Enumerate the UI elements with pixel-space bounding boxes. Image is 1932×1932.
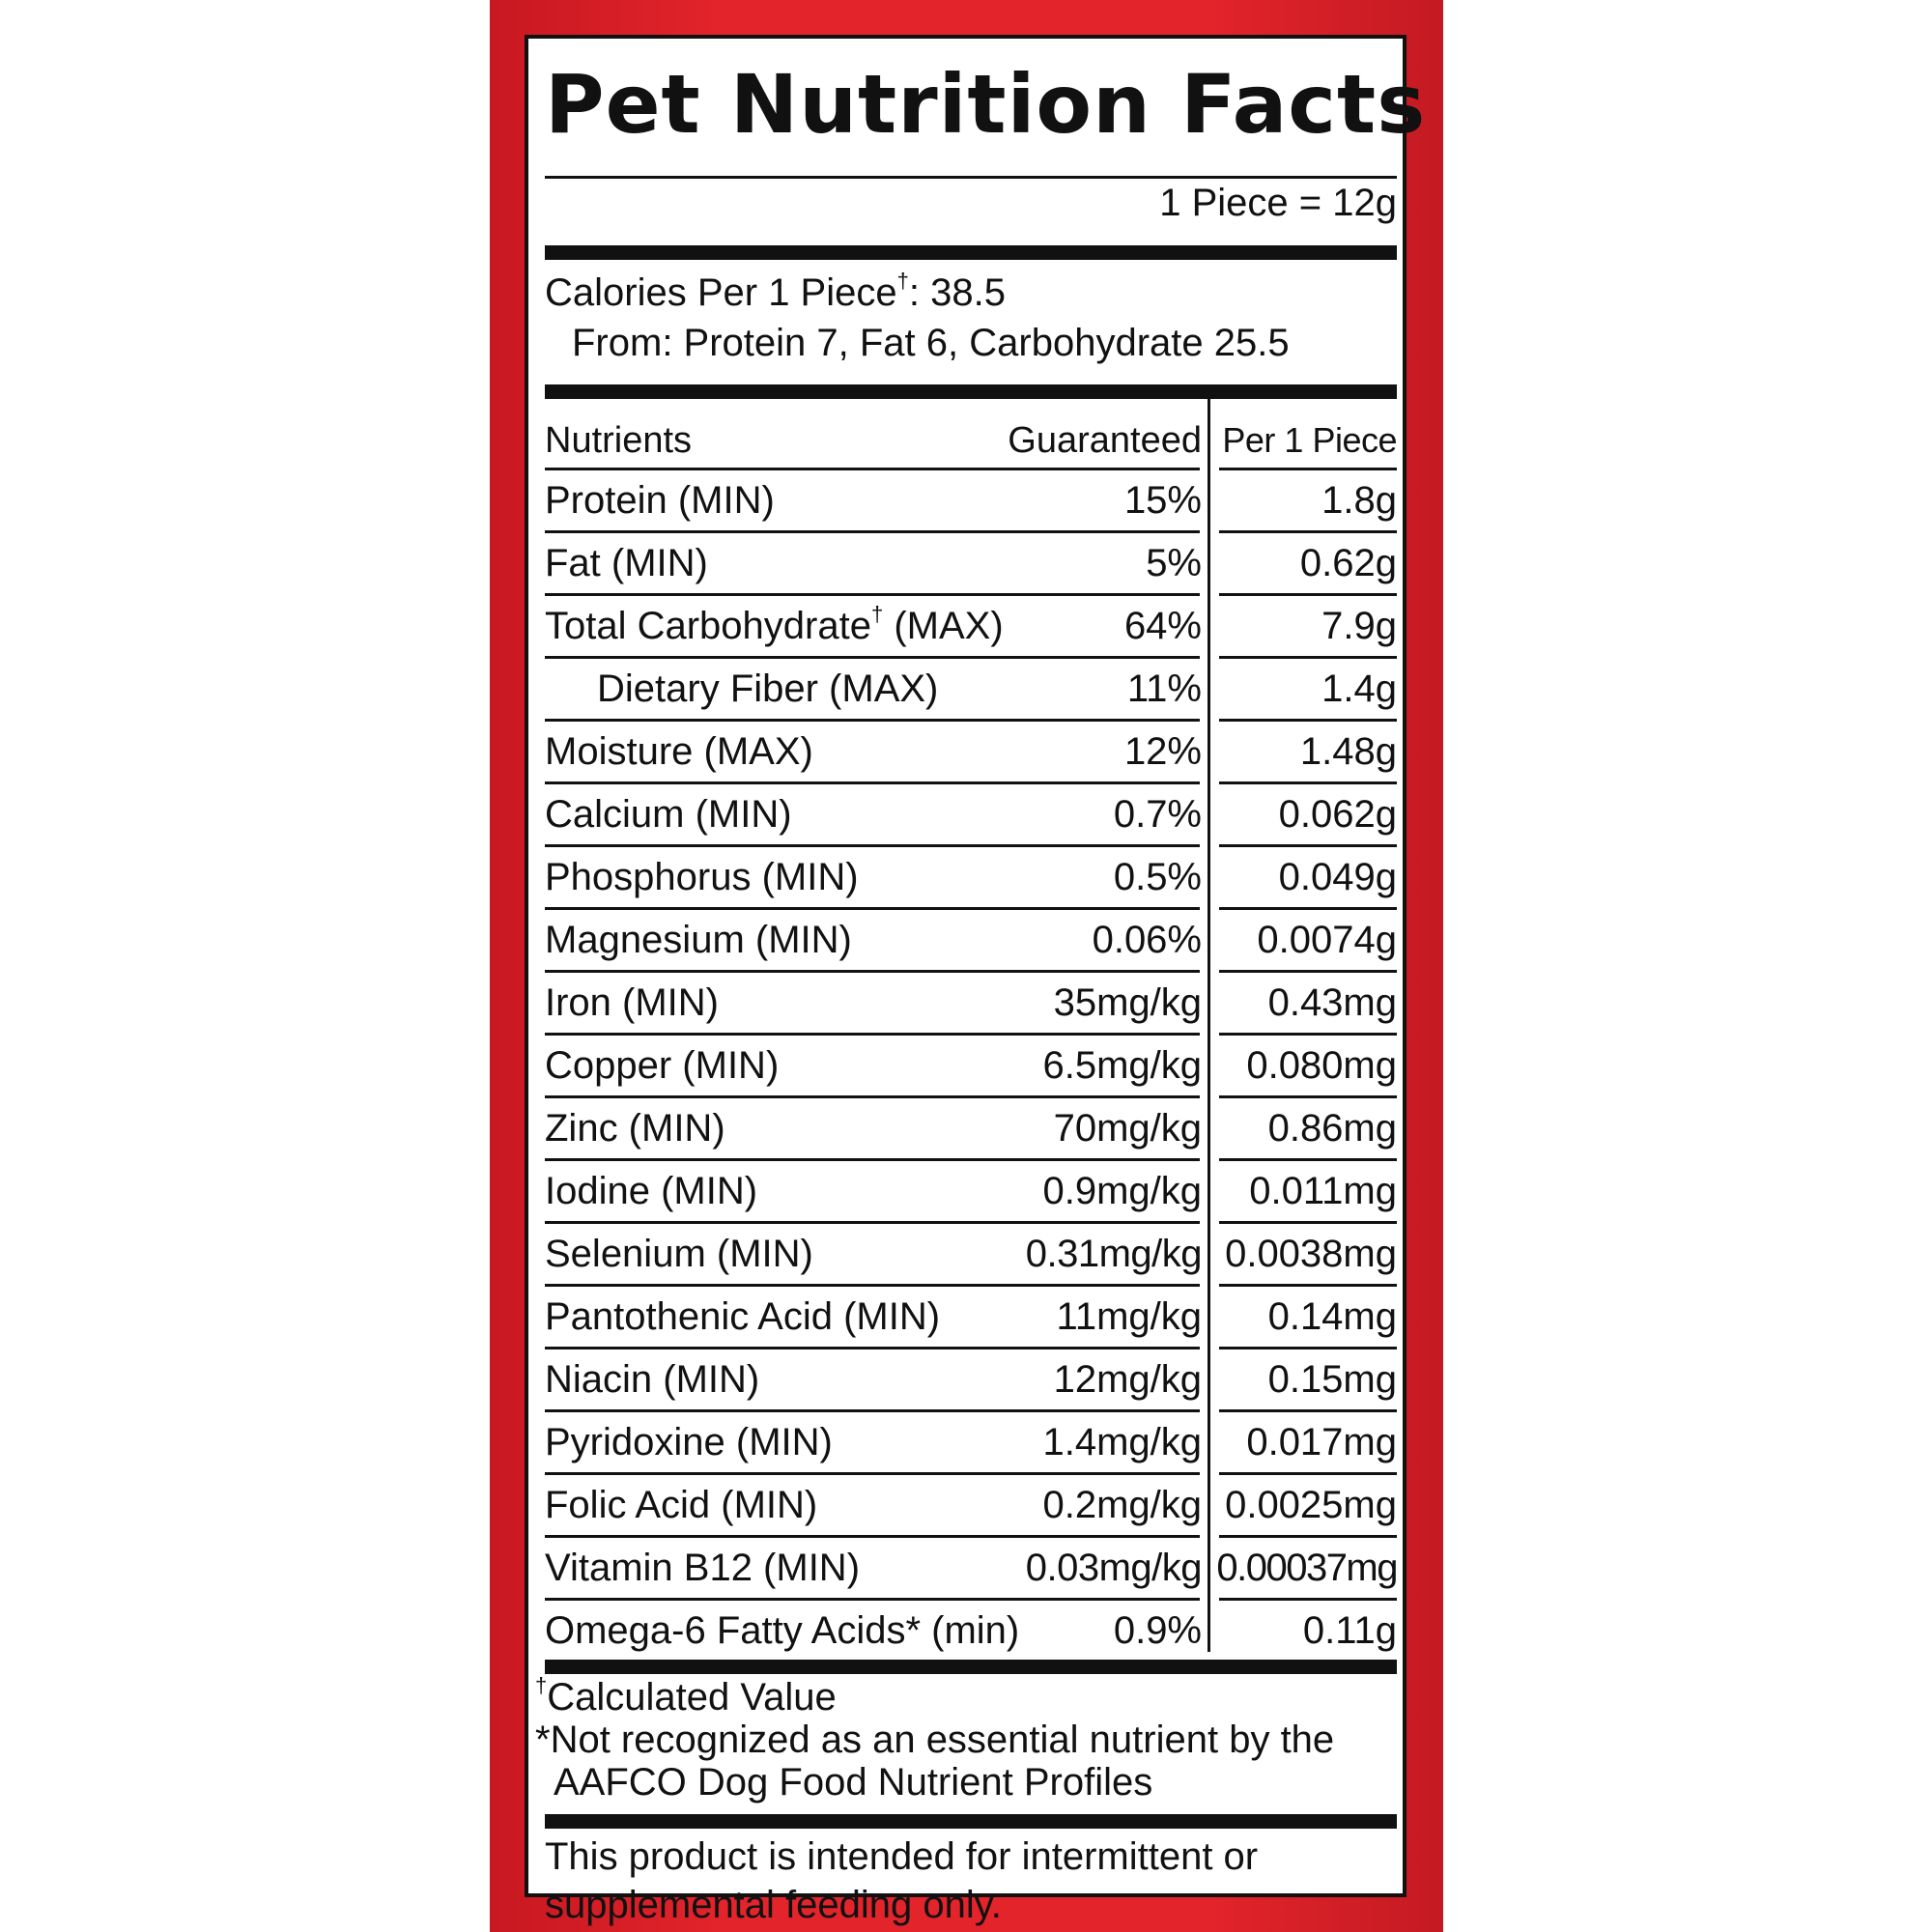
guaranteed-value: 0.9% [1113,1609,1202,1652]
nutrient-row [545,532,1397,595]
nutrient-row [545,783,1397,846]
per-piece-value: 0.62g [1299,542,1397,584]
guaranteed-value: 12% [1123,730,1202,773]
guaranteed-value: 0.06% [1092,919,1202,961]
nutrient-name-text: Pantothenic Acid (MIN) [545,1295,941,1338]
nutrient-name-text: Magnesium (MIN) [545,919,852,961]
nutrient-name [597,658,938,721]
serving-divider [545,245,1397,260]
nutrient-row [545,846,1397,909]
header-guaranteed: Guaranteed [1008,420,1202,461]
footnote-divider [545,1814,1397,1829]
guaranteed-value: 0.03mg/kg [1025,1547,1202,1589]
guaranteed-value: 0.7% [1113,793,1202,836]
nutrient-name [545,1097,725,1160]
nutrient-name [545,1286,940,1349]
footnote-aafco-line-1: *Not recognized as an essential nutrient by the [535,1719,1335,1761]
nutrient-row [545,1600,1397,1662]
per-piece-value: 0.0038mg [1225,1233,1397,1275]
calories-line [545,269,1006,317]
guaranteed-value: 1.4mg/kg [1042,1421,1202,1463]
footnote-aafco-line-2: AAFCO Dog Food Nutrient Profiles [554,1761,1153,1804]
nutrient-name [545,1035,779,1097]
nutrient-row [545,658,1397,721]
nutrient-table [545,398,1397,1652]
title-divider [545,176,1397,179]
nutrient-name-text: Zinc (MIN) [545,1107,725,1150]
header-per-piece: Per 1 Piece [1222,420,1397,460]
per-piece-value: 0.15mg [1267,1358,1397,1401]
per-piece-value: 1.8g [1321,479,1397,522]
nutrient-name-text: Iron (MIN) [545,981,719,1024]
nutrient-name-text: Calcium (MIN) [545,793,792,836]
nutrient-name-text: Dietary Fiber (MAX) [597,668,939,710]
nutrient-name [545,595,1004,658]
footnote-calculated-text: Calculated Value [547,1676,837,1719]
guaranteed-value: 0.9mg/kg [1042,1170,1202,1212]
nutrient-name [545,1411,833,1474]
nutrient-name-text: Folic Acid (MIN) [545,1484,818,1526]
nutrient-row [545,1349,1397,1411]
nutrient-name [545,1474,817,1537]
per-piece-value: 0.14mg [1267,1295,1397,1338]
per-piece-value: 0.0025mg [1225,1484,1397,1526]
nutrient-name-text: Moisture (MAX) [545,730,813,773]
nutrient-name [545,1160,757,1223]
nutrient-row [545,595,1397,658]
guaranteed-value: 0.2mg/kg [1042,1484,1202,1526]
nutrient-name-text: Copper (MIN) [545,1044,780,1087]
feeding-statement-line-1: This product is intended for intermittent or [545,1835,1259,1878]
nutrient-name-text: Iodine (MIN) [545,1170,758,1212]
per-piece-value: 7.9g [1321,605,1397,647]
per-piece-value: 0.062g [1278,793,1397,836]
per-piece-value: 1.48g [1299,730,1397,773]
nutrient-dagger: † [870,602,884,626]
nutrient-row [545,1286,1397,1349]
nutrient-name [545,1349,759,1411]
per-piece-value: 0.080mg [1246,1044,1397,1087]
nutrient-name [545,972,719,1035]
panel-title: Pet Nutrition Facts [545,57,1427,152]
nutrient-row [545,1035,1397,1097]
nutrient-name-text: Phosphorus (MIN) [545,856,859,898]
nutrient-row [545,1223,1397,1286]
nutrient-name-text: Protein (MIN) [545,479,775,522]
guaranteed-value: 5% [1146,542,1202,584]
guaranteed-value: 0.5% [1113,856,1202,898]
nutrient-name-suffix: (MAX) [883,605,1004,647]
per-piece-value: 0.011mg [1249,1170,1397,1212]
footnote-dagger: † [535,1673,548,1697]
nutrient-name [545,721,813,783]
nutrient-name [545,846,859,909]
guaranteed-value: 0.31mg/kg [1025,1233,1202,1275]
per-piece-value: 0.00037mg [1216,1547,1397,1589]
per-piece-value: 0.0074g [1257,919,1397,961]
nutrient-row [545,721,1397,783]
calories-value: : 38.5 [908,271,1006,314]
nutrient-row [545,909,1397,972]
guaranteed-value: 11mg/kg [1056,1295,1202,1338]
calories-dagger: † [896,269,909,293]
nutrient-name [545,1537,860,1600]
guaranteed-value: 6.5mg/kg [1042,1044,1202,1087]
per-piece-value: 1.4g [1321,668,1397,710]
nutrient-name [545,469,775,532]
per-piece-value: 0.017mg [1246,1421,1397,1463]
feeding-statement-line-2: supplemental feeding only. [545,1884,1002,1926]
guaranteed-value: 15% [1123,479,1202,522]
nutrient-name-text: Omega-6 Fatty Acids* (min) [545,1609,1020,1652]
guaranteed-value: 35mg/kg [1053,981,1202,1024]
calories-divider [545,384,1397,399]
nutrient-row [545,972,1397,1035]
nutrient-name [545,783,792,846]
nutrient-name [545,532,708,595]
nutrient-row [545,1097,1397,1160]
guaranteed-value: 12mg/kg [1053,1358,1202,1401]
nutrient-name-text: Pyridoxine (MIN) [545,1421,833,1463]
nutrient-row [545,1160,1397,1223]
nutrient-row [545,1474,1397,1537]
calories-label: Calories Per 1 Piece [545,271,897,314]
nutrient-name-text: Total Carbohydrate [545,605,871,647]
table-bottom-divider [545,1660,1397,1674]
per-piece-value: 0.11g [1302,1609,1397,1652]
nutrient-row [545,469,1397,532]
nutrient-row [545,1411,1397,1474]
guaranteed-value: 11% [1126,668,1202,710]
per-piece-value: 0.43mg [1267,981,1397,1024]
nutrition-facts-panel [525,35,1427,1926]
footnote-calculated [535,1673,837,1719]
header-nutrients: Nutrients [545,420,693,461]
nutrient-name [545,1600,1019,1662]
nutrient-name-text: Fat (MIN) [545,542,708,584]
nutrient-name [545,1223,813,1286]
per-piece-value: 0.86mg [1267,1107,1397,1150]
nutrient-name-text: Selenium (MIN) [545,1233,813,1275]
nutrient-name-text: Vitamin B12 (MIN) [545,1547,861,1589]
per-piece-value: 0.049g [1278,856,1397,898]
nutrient-name [545,909,852,972]
nutrient-name-text: Niacin (MIN) [545,1358,760,1401]
calories-breakdown: From: Protein 7, Fat 6, Carbohydrate 25.5 [572,322,1290,364]
serving-size: 1 Piece = 12g [1159,182,1397,224]
nutrient-row [545,1537,1397,1600]
guaranteed-value: 64% [1123,605,1202,647]
guaranteed-value: 70mg/kg [1053,1107,1202,1150]
